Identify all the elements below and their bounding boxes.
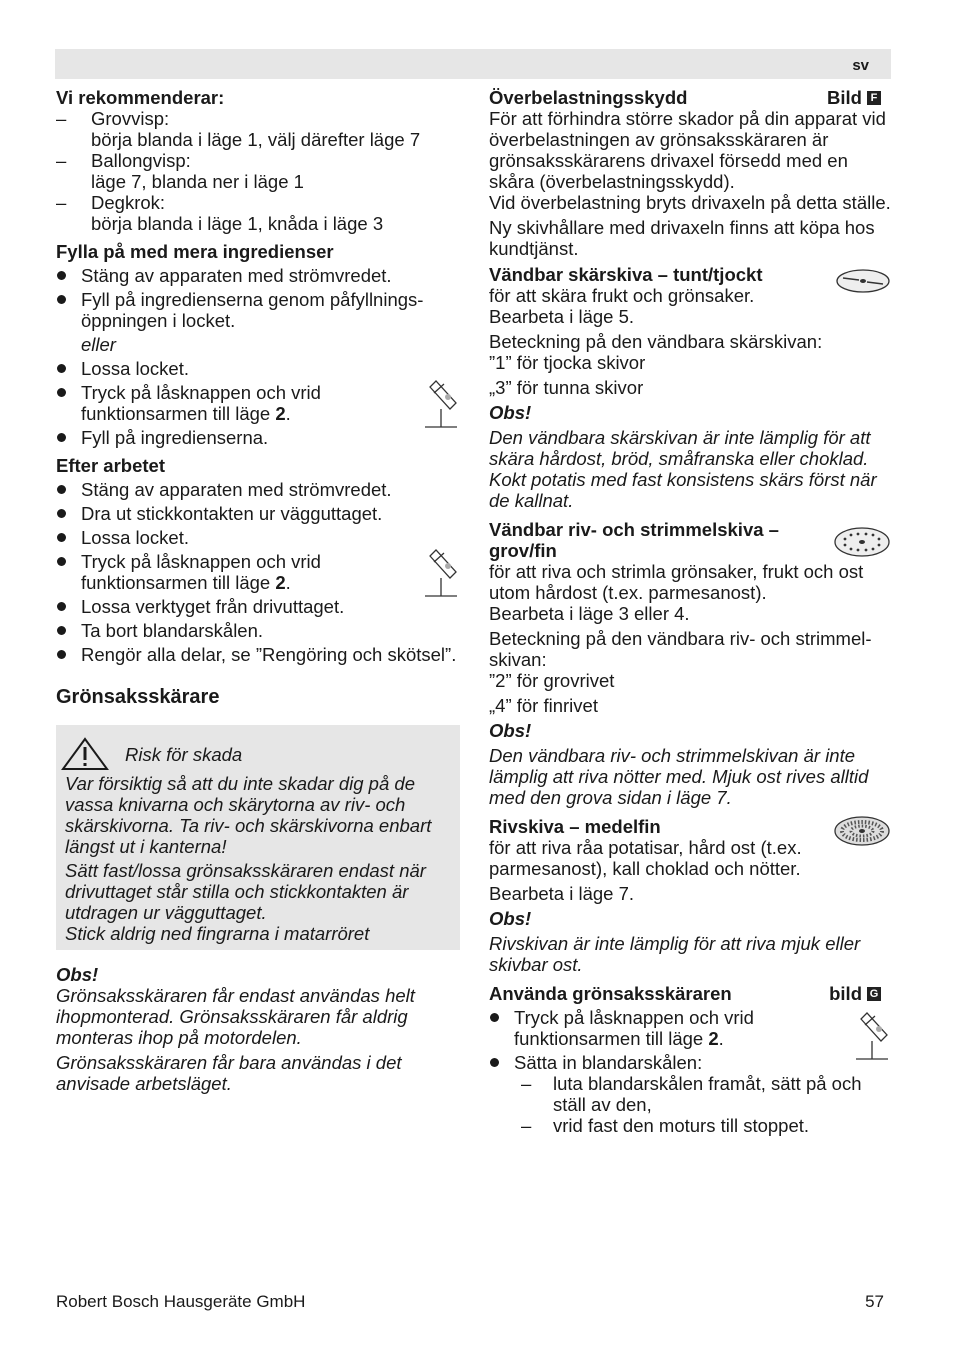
use-heading: [489, 983, 891, 1004]
medium-block: [489, 816, 891, 975]
paragraph: Vid överbelastning bryts drivaxeln på detta ställe.: [489, 192, 891, 213]
list-item: Ta bort blandarskålen.: [56, 620, 460, 641]
list-item: Stäng av apparaten med strömvredet.: [56, 265, 460, 286]
obs-title: Obs!: [56, 964, 99, 985]
use-sublist: [489, 1073, 891, 1136]
obs-text: Rivskivan är inte lämplig för att riva mjuk eller skivbar ost.: [489, 933, 861, 975]
list-item: Tryck på låsknappen och vrid funktionsarmen till läge 2.: [56, 551, 460, 593]
paragraph: ”2” för grovrivet: [489, 670, 615, 691]
obs-text: Grönsaksskäraren får bara användas i det anvisade arbetsläget.: [56, 1052, 402, 1094]
overload-heading: [489, 87, 891, 108]
list-item: Lossa locket.: [56, 358, 460, 379]
warning-text: Var försiktig så att du inte skadar dig på de vassa knivarna och skärytorna av riv- och skärskivorna. Ta riv- och skärskivorna enbart längst ut i kanterna!: [65, 773, 432, 857]
recommend-list: [56, 108, 460, 234]
warning-box: [56, 725, 460, 950]
list-item: – luta blandarskålen framåt, sätt på och ställ av den,: [521, 1073, 891, 1115]
obs-title: Obs!: [489, 402, 532, 423]
medium-title: Rivskiva – medelfin: [489, 816, 661, 837]
function-arm-icon: [422, 548, 460, 600]
function-arm-icon: [422, 379, 460, 431]
paragraph: Beteckning på den vändbara skärskivan:: [489, 331, 823, 352]
grate-block: [489, 519, 891, 808]
right-column: [489, 87, 891, 1136]
list-item: – Ballongvisp: läge 7, blanda ner i läge 1: [56, 150, 460, 192]
paragraph: ”1” för tjocka skivor: [489, 352, 646, 373]
list-item: Rengör alla delar, se ”Rengöring och skötsel”.: [56, 644, 460, 665]
warning-header: [65, 735, 450, 773]
section-title: Grönsaksskärare: [56, 686, 220, 708]
paragraph: för att riva och strimla grönsaker, frukt och ost utom hårdost (t.ex. parmesanost).: [489, 561, 864, 603]
after-title: Efter arbetet: [56, 455, 165, 476]
warning-icon: [61, 737, 109, 771]
recommend-title: Vi rekommenderar:: [56, 87, 225, 108]
fill-title: Fylla på med mera ingredienser: [56, 241, 334, 262]
figure-ref: Bild F: [827, 87, 881, 108]
paragraph: „3” för tunna skivor: [489, 377, 644, 398]
list-item: Lossa verktyget från drivuttaget.: [56, 596, 460, 617]
paragraph: Bearbeta i läge 5.: [489, 306, 635, 327]
slice-block: [489, 264, 891, 511]
list-item: Tryck på låsknappen och vrid funktionsarmen till läge 2.: [489, 1007, 891, 1049]
paragraph: För att förhindra större skador på din apparat vid överbelastningen av grönsaksskäraren är grönsaksskärarens drivaxel försedd med en skåra (överbelastningsskydd).: [489, 108, 886, 192]
slice-title: Vändbar skärskiva – tunt/tjockt: [489, 264, 763, 285]
list-item: Tryck på låsknappen och vrid funktionsarmen till läge 2.: [56, 382, 460, 424]
list-item-or: eller: [81, 334, 116, 355]
header-bar: [55, 49, 891, 79]
fill-list: [56, 265, 460, 448]
use-title: Använda grönsaksskäraren: [489, 983, 732, 1004]
slicing-disc-icon: [835, 268, 891, 294]
warning-title: Risk för skada: [125, 743, 243, 765]
page-number: 57: [865, 1292, 884, 1311]
list-item: Stäng av apparaten med strömvredet.: [56, 479, 460, 500]
obs-text: Den vändbara skärskivan är inte lämplig för att skära hårdost, bröd, småfranska eller choklad. Kokt potatis med fast konsistens skärs först när de kallnat.: [489, 427, 877, 511]
list-item: Fyll på ingredienserna.: [56, 427, 460, 448]
list-item: – Degkrok: börja blanda i läge 1, knåda i läge 3: [56, 192, 460, 234]
paragraph: för att skära frukt och grönsaker.: [489, 285, 755, 306]
list-item: Dra ut stickkontakten ur vägguttaget.: [56, 503, 460, 524]
warning-body: [65, 773, 450, 944]
paragraph: Bearbeta i läge 7.: [489, 883, 635, 904]
paragraph: Bearbeta i läge 3 eller 4.: [489, 603, 690, 624]
obs-title: Obs!: [489, 720, 532, 741]
grater-disc-icon: [833, 814, 891, 848]
grate-title: Vändbar riv- och strimmelskiva – grov/fin: [489, 519, 779, 561]
figure-ref: bild G: [829, 983, 881, 1004]
obs-text: Den vändbara riv- och strimmelskivan är inte lämplig att riva nötter med. Mjuk ost rives alltid med den grova sidan i läge 7.: [489, 745, 869, 808]
list-item: – Grovvisp: börja blanda i läge 1, välj därefter läge 7: [56, 108, 460, 150]
obs-title: Obs!: [489, 908, 532, 929]
language-code: sv: [852, 57, 869, 74]
paragraph: för att riva råa potatisar, hård ost (t.ex. parmesanost), kall choklad och nötter.: [489, 837, 802, 879]
list-item: Sätta in blandarskålen:: [489, 1052, 891, 1073]
footer-company: Robert Bosch Hausgeräte GmbH: [56, 1292, 306, 1311]
obs-text: Grönsaksskäraren får endast användas helt ihopmonterad. Grönsaksskäraren får aldrig monteras ihop på motordelen.: [56, 985, 415, 1048]
warning-text: Sätt fast/lossa grönsaksskäraren endast när drivuttaget står stilla och stickkontakten är utdragen ur vägguttaget.: [65, 860, 426, 923]
paragraph: Ny skivhållare med drivaxeln finns att köpa hos kundtjänst.: [489, 217, 875, 259]
left-column: [56, 87, 460, 1094]
list-item: – vrid fast den moturs till stoppet.: [521, 1115, 891, 1136]
grating-disc-icon: [833, 525, 891, 559]
paragraph: „4” för finrivet: [489, 695, 598, 716]
after-list: [56, 479, 460, 665]
paragraph: Beteckning på den vändbara riv- och strimmel-skivan:: [489, 628, 872, 670]
overload-title: Överbelastningsskydd: [489, 87, 688, 108]
list-item: Lossa locket.: [56, 527, 460, 548]
warning-text: Stick aldrig ned fingrarna i matarröret: [65, 923, 370, 944]
list-item: Fyll på ingredienserna genom påfyllnings-öppningen i locket.: [56, 289, 460, 331]
use-list: [489, 1007, 891, 1073]
